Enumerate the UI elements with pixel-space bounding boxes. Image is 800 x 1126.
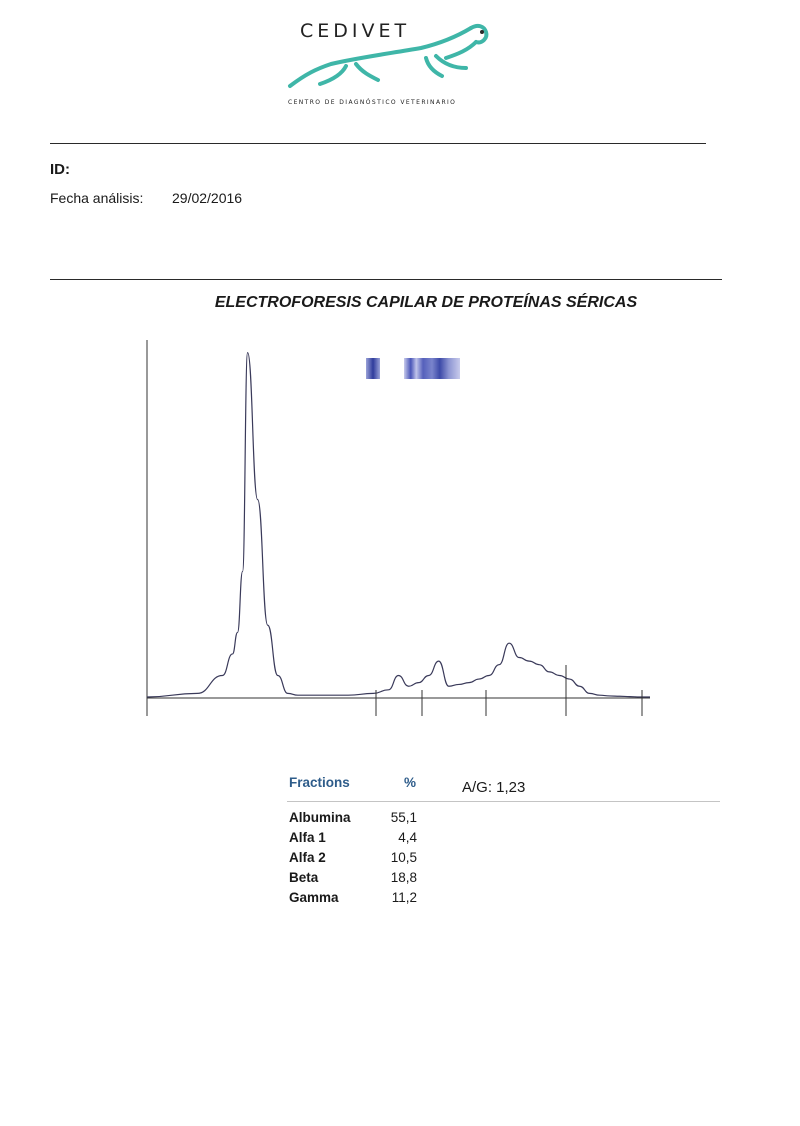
fraction-value: 55,1 xyxy=(390,810,417,825)
fractions-header: Fractions xyxy=(289,775,350,790)
analysis-date-label: Fecha análisis: xyxy=(50,190,144,206)
analysis-date-value: 29/02/2016 xyxy=(172,190,243,206)
fraction-name: Gamma xyxy=(289,890,339,905)
protein-curve xyxy=(147,353,650,697)
fractions-divider xyxy=(287,801,720,802)
report-title: ELECTROFORESIS CAPILAR DE PROTEÍNAS SÉRICAS xyxy=(214,294,638,311)
fraction-name: Alfa 2 xyxy=(289,850,326,865)
fraction-name: Beta xyxy=(289,870,319,885)
id-label: ID: xyxy=(50,161,70,178)
ag-ratio: A/G: 1,23 xyxy=(462,779,526,796)
fraction-value: 11,2 xyxy=(391,890,417,905)
fraction-value: 18,8 xyxy=(390,870,417,885)
fraction-name: Alfa 1 xyxy=(289,830,326,845)
fraction-value: 4,4 xyxy=(398,830,417,845)
logo-subtitle: CENTRO DE DIAGNÓSTICO VETERINARIO xyxy=(288,99,457,106)
fraction-value: 10,5 xyxy=(390,850,417,865)
fraction-name: Albumina xyxy=(289,810,351,825)
percent-header: % xyxy=(404,775,417,790)
logo-wordmark: CEDIVET xyxy=(300,20,411,42)
